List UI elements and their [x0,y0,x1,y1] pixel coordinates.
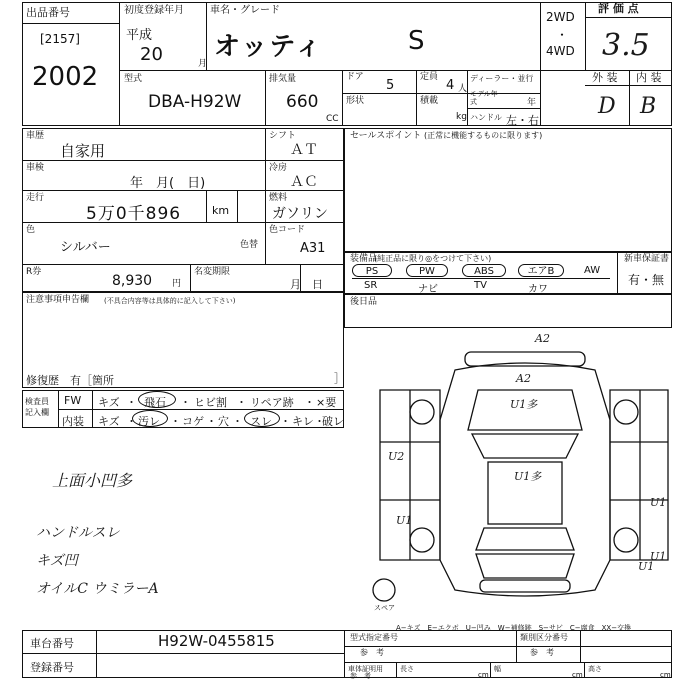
equip-aw: AW [584,265,601,276]
recycle-label: R券 [26,267,42,277]
cc-label: CC [326,114,339,124]
inspector-label: 検査員記入欄 [25,397,49,417]
notes-label: 注意事項申告欄 [26,295,90,305]
dealer-label: ディーラー・並行 [470,74,534,83]
int-stain-circle [132,410,168,427]
after-fit-label: 後日品 [350,297,378,307]
model-label: 型式 [124,74,143,84]
cert-label: 車体証明用 [348,665,383,673]
color-change-label: 色替 [240,240,259,250]
mileage: 5万0千896 [86,204,182,224]
fw-scratch: キズ [98,396,120,409]
class-label: 類別区分番号 [520,633,568,642]
int-stain: 汚レ [138,415,160,428]
mark-right-quarter: U1 [650,550,667,563]
inspection: 年 月( 日) [130,176,206,191]
recycle: 8,930 [112,273,153,289]
fw-need: ×要 [316,396,337,409]
displacement-label: 排気量 [269,74,297,84]
score: 3.5 [602,28,650,63]
chassis-label: 車台番号 [30,637,74,650]
mark-right-rear: U1 [650,496,667,509]
inspector-fw: FW [64,394,82,407]
equip-abs: ABS [462,264,506,277]
inspector-interior: 内装 [62,415,84,428]
doors: 5 [386,78,395,93]
drive-2wd: 2WD [546,10,575,24]
note-roof: 上面小凹多 [52,471,133,490]
sales-point-sub: (正常に機能するものに限ります) [424,131,543,140]
equip-leather: カワ [528,284,548,295]
grade: S [408,26,425,56]
shape-label: 形状 [346,96,365,106]
repair: 有［箇所 [70,374,114,387]
color-code-label: 色コード [269,225,306,235]
fw-chip: 飛石 [144,396,166,409]
mark-hood: A2 [516,372,531,385]
lot-label: 出品番号 [26,6,70,19]
model: DBA-H92W [148,92,242,112]
width-label: 幅 [494,665,501,673]
load-label: 積載 [420,96,439,106]
color-code: A31 [300,241,326,256]
name-label: 車名・グレード [210,5,280,16]
car-name: オッティ [214,32,324,62]
year-unit: 年 [527,98,537,108]
mileage-label: 走行 [26,193,45,203]
reg-label: 初度登録年月 [124,5,184,16]
capacity: 4 [446,78,455,93]
equip-ps: PS [352,264,392,277]
notes-sub: (不具合内容等は具体的に記入して下さい) [104,297,236,305]
use-label: 車歴 [26,131,45,141]
type-cert-sub: 参 考 [360,648,384,657]
drive-dot: ・ [556,28,569,42]
damage-legend: A−キズ E−エクボ U−凹み W−補修跡 S−サビ C−腐食 XX−交換 [396,624,632,632]
color: シルバー [60,240,111,255]
int-grade: B [640,94,657,119]
drive-4wd: 4WD [546,44,575,58]
int-burn: コゲ [182,415,204,428]
note-scratch: キズ凹 [36,553,78,569]
fw-chip-circle [138,391,176,408]
sales-point-frame [344,128,672,252]
door-label: ドア [346,72,364,82]
height-label: 高さ [588,665,602,673]
int-hole: 穴 [218,415,229,428]
equip-navi: ナビ [418,284,438,295]
note-oil-mirror: オイルC ウミラーA [36,581,159,597]
inspection-label: 車検 [26,163,45,173]
height-cm: cm [660,671,671,679]
ac-label: 冷房 [269,163,288,173]
length-label: 長さ [400,665,414,673]
handle-label: ハンドル [470,113,502,122]
length-cm: cm [478,671,489,679]
equipment-label: 装備品 [350,254,378,264]
ac: ＡＣ [290,174,318,190]
equipment-sub: (純正品に限り◎をつけて下さい) [374,254,492,263]
warranty-label: 新車保証書 [624,254,670,264]
repair-label: 修復歴 [26,374,59,387]
mark-roof: U1多 [514,470,542,483]
displacement: 660 [286,92,319,112]
equip-tv: TV [474,280,487,291]
cert-sub: 参 考 [350,672,371,680]
auction-sheet-page: 出品番号 [2157] 2002 初度登録年月 平成 20 月 車名・グレード オッティ S 2WD ・ 4WD 評 価 点 3.5 外 装 内 装 D B 型式 DBA-H92W 排気量 660 CC ドア 5 形状 定員 4 人 積載 kg ディーラー・並行 モデル年式 年 ハンドル 左・右 車歴 自家用 シフト ＡＴ 車検 年 月( 日) 冷房 ＡＣ 走行 5万0千896 km 燃料 ガソリン 色 シルバー 色替 色コード A31 R券 8,930 円 名変期限 月 日 注意事項申告欄 (不具合内容等は具体的に記入して下さい) 修復歴 有［箇所 ］ セールスポイント (正常に機能するものに限ります) 装備品 (純正品に限り◎をつけて下さい) 新車保証書 有・無 PS PW ABS エアB AW SR ナビ TV カワ 後日品 検査員記入欄 FW 内装 キズ ・ 飛石 ・ ヒビ割 ・ リペア跡 ・ ×要 キズ ・ 汚レ ・ コゲ ・ 穴 ・ スレ ・ キレ ・ 破レ 上面小凹多 ハンドルスレ キズ凹 オイルC ウミラーA A2 A2 U1多 U2 U1多 U1 U1 U1 U1 スペア A−キズ E−エクボ U−凹み W−補修跡 S−サビ C−腐食 XX−交換 車台番号 H92W-0455815 登録番号 型式指定番号 参 考 類別区分番号 参 考 車体証明用 参 考 長さ cm 幅 cm 高さ cm [0,0,700,700]
mark-front-bumper: A2 [535,332,550,345]
type-cert-label: 型式指定番号 [350,633,398,642]
repair-end: ］ [334,372,345,385]
month-label: 月 [198,59,208,69]
use: 自家用 [60,142,106,160]
shift: ＡＴ [290,142,318,158]
after-fit-frame [344,294,672,328]
ext-label: 外 装 [592,71,618,84]
warranty: 有・無 [628,273,665,287]
score-label: 評 価 点 [598,2,639,15]
mark-left-rear: U1 [396,514,413,527]
class-sub: 参 考 [530,648,554,657]
fw-repair: リペア跡 [250,396,294,409]
sales-point-label: セールスポイント [350,131,422,141]
equip-airbag: エアB [518,264,564,277]
fw-crack: ヒビ割 [194,396,227,409]
int-wear: スレ [250,415,272,428]
chassis-number: H92W-0455815 [158,632,275,650]
fuel-label: 燃料 [269,193,288,203]
fuel: ガソリン [272,206,328,222]
lot-number: 2002 [32,62,99,92]
capacity-unit: 人 [458,84,468,94]
note-steering: ハンドルスレ [36,525,120,541]
int-tear: 破レ [322,415,344,428]
equip-sr: SR [364,280,378,291]
yen-label: 円 [172,279,182,289]
width-cm: cm [572,671,583,679]
shift-label: シフト [269,131,297,141]
reg-year: 20 [140,44,163,65]
registration-label: 登録番号 [30,661,74,674]
int-wear-circle [244,410,280,427]
mark-rear: U1 [638,560,655,573]
name-change-label: 名変期限 [194,267,231,277]
color-label: 色 [26,225,36,235]
lot-sub: [2157] [40,32,80,46]
int-scratch: キズ [98,415,120,428]
model-year-label: モデル年式 [470,90,498,106]
kg-label: kg [456,112,467,122]
mark-front: U1多 [510,398,538,411]
ext-grade: D [598,94,616,119]
car-damage-diagram [360,330,680,620]
era: 平成 [126,28,153,43]
equip-pw: PW [406,264,448,277]
spare-label: スペア [374,604,395,612]
handle: 左・右 [506,114,539,127]
mark-left-door: U2 [388,450,405,463]
capacity-label: 定員 [420,72,439,82]
int-label: 内 装 [636,71,662,84]
int-cut: キレ [292,415,314,428]
name-change: 月 日 [290,278,323,291]
km-label: km [212,204,230,217]
